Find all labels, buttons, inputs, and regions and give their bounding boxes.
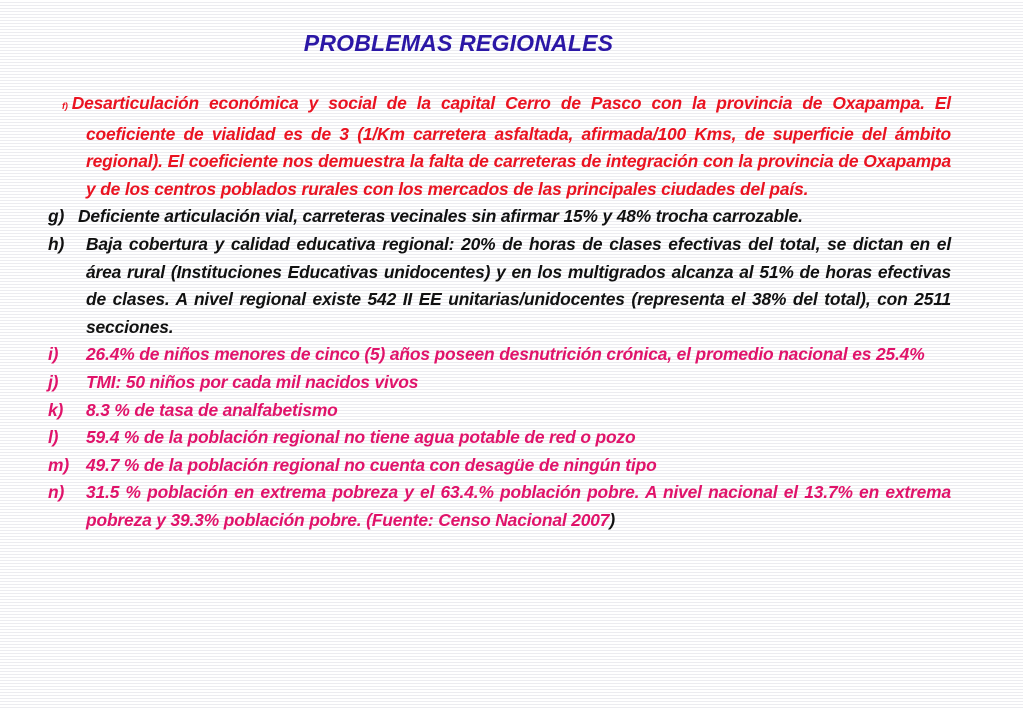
list-item-text: TMI: 50 niños por cada mil nacidos vivos (86, 371, 419, 392)
list-item-text: Baja cobertura y calidad educativa regional: 20% de horas de clases efectivas del total, se dictan en el área rural (Instituciones Educativas unidocentes) y en los multigrados alcanza al 51% de horas efectivas de clases. A nivel regional existe 542 II EE unitarias/unidocentes (representa el 38% del total), con 2511 secciones. (86, 233, 951, 337)
list-marker: j) (48, 371, 59, 392)
list-item-m (48, 452, 951, 480)
list-item-h (48, 231, 951, 341)
list-item-n (48, 479, 951, 534)
list-item-l (48, 424, 951, 452)
list-marker: f) (62, 101, 68, 111)
problems-list (48, 90, 951, 535)
list-item-text: Desarticulación económica y social de la capital Cerro de Pasco con la provincia de Oxapampa. El coeficiente de vialidad es de 3 (1/Km carretera asfaltada, afirmada/100 Kms, de superficie del ámbito regional). El coeficiente nos demuestra la falta de carreteras de integración con la provincia de Oxapampa y de los centros poblados rurales con los mercados de las principales ciudades del país. (71, 93, 951, 199)
list-item-text: Deficiente articulación vial, carreteras vecinales sin afirmar 15% y 48% trocha carrozable. (78, 206, 803, 227)
list-item-text: 26.4% de niños menores de cinco (5) años poseen desnutrición crónica, el promedio nacional es 25.4% (86, 344, 925, 365)
list-item-text: 31.5 % población en extrema pobreza y el 63.4.% población pobre. A nivel nacional el 13.7% en extrema pobreza y 39.3% población pobre. (Fuente: Censo Nacional 2007 (86, 482, 951, 530)
list-item-j (48, 369, 951, 397)
list-marker: l) (48, 427, 59, 448)
list-marker: n) (48, 482, 65, 503)
list-item-f (48, 90, 951, 203)
list-item-g (48, 203, 951, 231)
list-item-text: 59.4 % de la población regional no tiene agua potable de red o pozo (86, 427, 636, 448)
list-item-k (48, 397, 951, 425)
slide-title: PROBLEMAS REGIONALES (303, 30, 614, 56)
list-marker: g) (48, 206, 65, 227)
list-marker: h) (48, 233, 65, 254)
list-item-text: 49.7 % de la población regional no cuenta con desagüe de ningún tipo (86, 454, 657, 475)
list-item-i (48, 341, 951, 369)
list-marker: i) (48, 344, 59, 365)
closing-parenthesis: ) (609, 509, 615, 530)
list-marker: k) (48, 399, 64, 420)
list-item-text: 8.3 % de tasa de analfabetismo (86, 399, 338, 420)
list-marker: m) (48, 454, 69, 475)
